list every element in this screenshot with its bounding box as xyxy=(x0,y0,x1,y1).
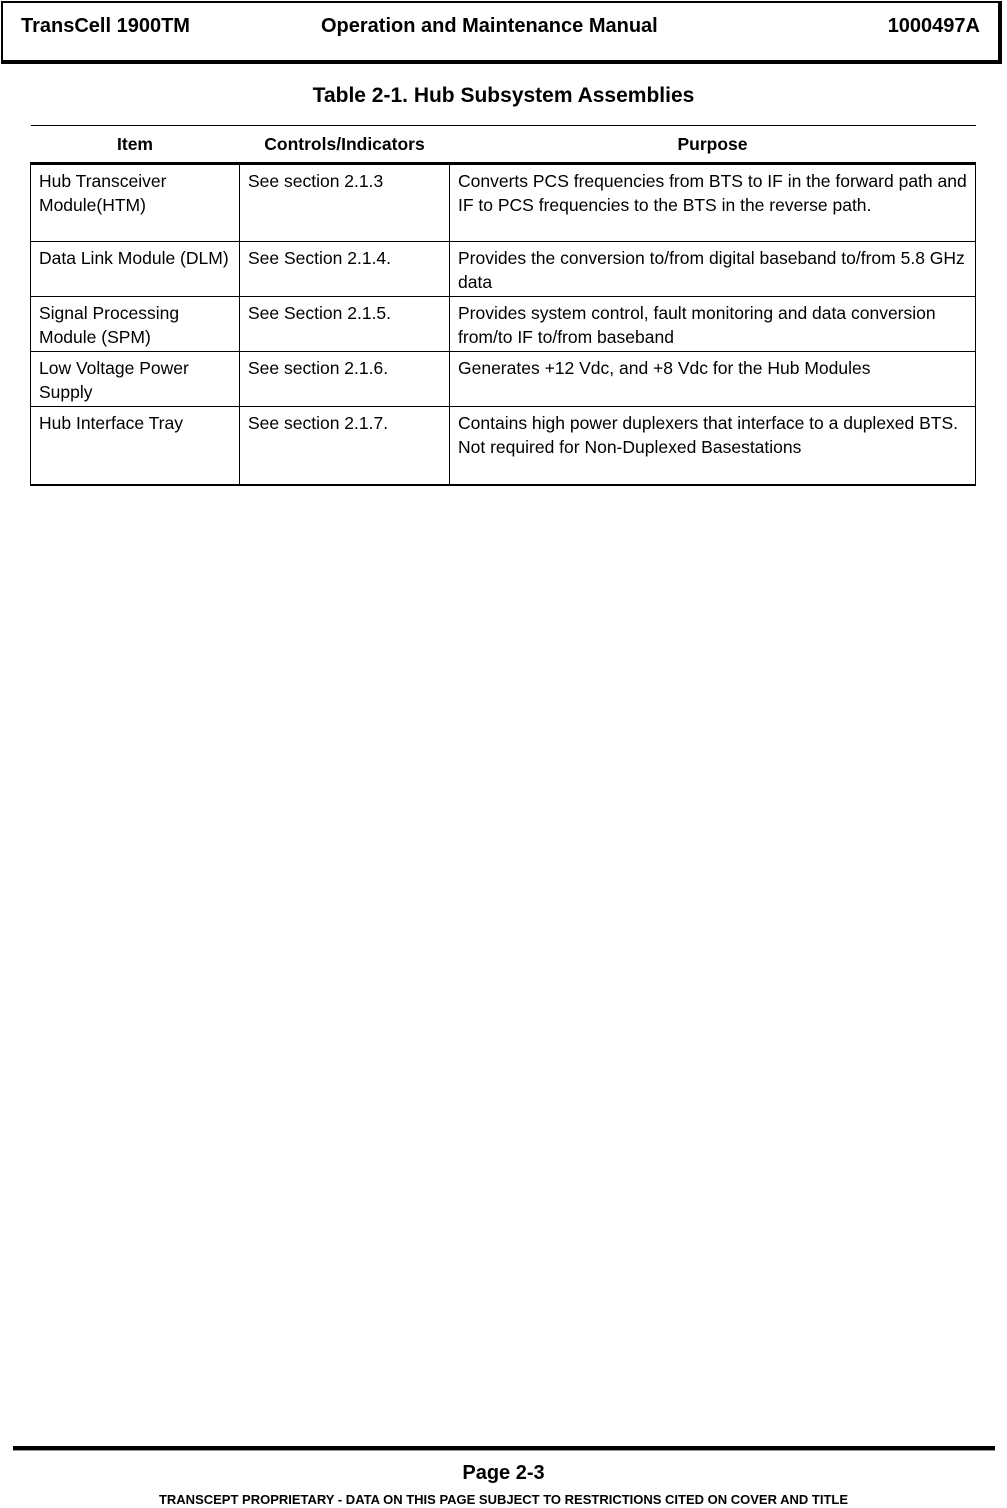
cell-controls: See Section 2.1.4. xyxy=(240,242,450,297)
page-number: Page 2-3 xyxy=(462,1462,545,1484)
table-header-row xyxy=(31,126,976,164)
cell-item: Hub Interface Tray xyxy=(31,407,240,485)
table-row xyxy=(31,164,976,242)
column-header-controls-indicators: Controls/Indicators xyxy=(240,126,450,164)
cell-purpose: Provides system control, fault monitoring and data conversion from/to IF to/from baseband xyxy=(450,297,976,352)
footer-divider xyxy=(13,1446,995,1451)
cell-purpose: Generates +12 Vdc, and +8 Vdc for the Hub Modules xyxy=(450,352,976,407)
table-row xyxy=(31,407,976,485)
cell-purpose: Provides the conversion to/from digital baseband to/from 5.8 GHz data xyxy=(450,242,976,297)
cell-purpose: Converts PCS frequencies from BTS to IF in the forward path and IF to PCS frequencies to the BTS in the reverse path. xyxy=(450,164,976,242)
column-header-purpose: Purpose xyxy=(450,126,976,164)
proprietary-notice: TRANSCEPT PROPRIETARY - DATA ON THIS PAGE SUBJECT TO RESTRICTIONS CITED ON COVER AND TITLE xyxy=(158,1492,849,1507)
cell-controls: See section 2.1.3 xyxy=(240,164,450,242)
cell-purpose: Contains high power duplexers that interface to a duplexed BTS. Not required for Non-Duplexed Basestations xyxy=(450,407,976,485)
table-row xyxy=(31,352,976,407)
cell-item: Low Voltage Power Supply xyxy=(31,352,240,407)
table-row xyxy=(31,297,976,352)
header-manual-title: Operation and Maintenance Manual xyxy=(321,15,658,37)
cell-item: Signal Processing Module (SPM) xyxy=(31,297,240,352)
page-header xyxy=(1,1,1002,64)
table-title: Table 2-1. Hub Subsystem Assemblies xyxy=(312,84,695,107)
cell-controls: See section 2.1.6. xyxy=(240,352,450,407)
header-product-name: TransCell 1900TM xyxy=(21,15,190,37)
hub-subsystem-assemblies-table xyxy=(30,125,976,486)
cell-item: Hub Transceiver Module(HTM) xyxy=(31,164,240,242)
header-document-number: 1000497A xyxy=(887,15,980,37)
cell-controls: See section 2.1.7. xyxy=(240,407,450,485)
column-header-item: Item xyxy=(31,126,240,164)
cell-controls: See Section 2.1.5. xyxy=(240,297,450,352)
table-row xyxy=(31,242,976,297)
cell-item: Data Link Module (DLM) xyxy=(31,242,240,297)
